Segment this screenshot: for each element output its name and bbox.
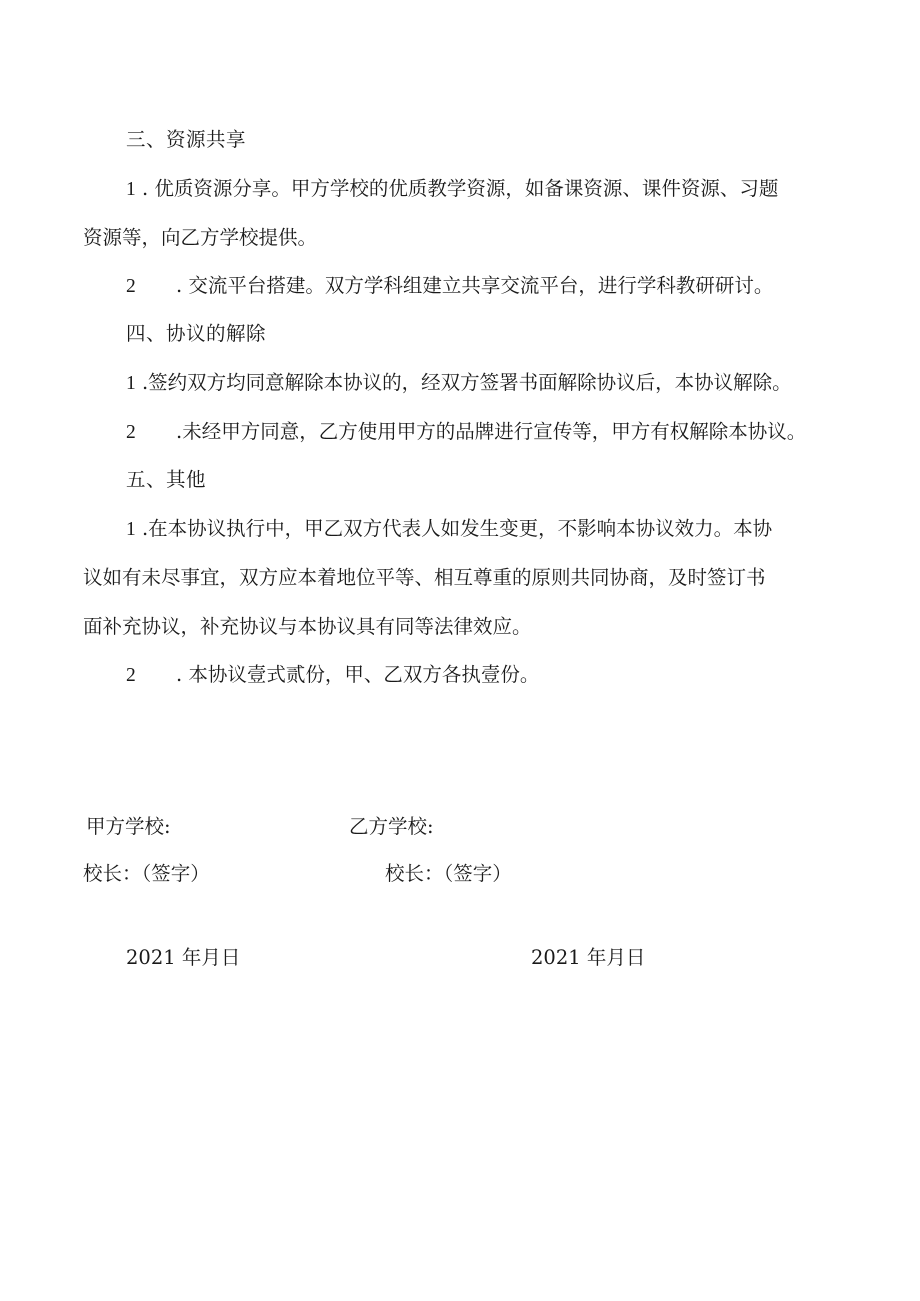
s3-item2 <box>126 273 773 300</box>
s3-item1-text: . 优质资源分享。甲方学校的优质教学资源，如备课资源、课件资源、习题 <box>141 177 779 200</box>
s3-item1-line1 <box>126 176 778 203</box>
s4-item1-number: 1 <box>126 373 136 394</box>
s4-item2 <box>126 419 806 446</box>
s3-item2-number: 2 <box>126 276 136 297</box>
section-heading-termination: 四、协议的解除 <box>126 322 267 345</box>
s5-item1-line2: 议如有未尽事宜，双方应本着地位平等、相互尊重的原则共同协商，及时签订书 <box>83 566 766 589</box>
party-b-date: 2021 年月日 <box>531 946 646 969</box>
s4-item2-number: 2 <box>126 422 136 443</box>
s3-item1-number: 1 <box>126 179 136 200</box>
party-b-principal-signature: 校长：（签字） <box>385 862 512 885</box>
s4-item2-text: .未经甲方同意，乙方使用甲方的品牌进行宣传等，甲方有权解除本协议。 <box>176 420 807 443</box>
party-b-school-label: 乙方学校: <box>349 815 434 838</box>
s5-item1-text: .在本协议执行中，甲乙双方代表人如发生变更，不影响本协议效力。本协 <box>141 517 773 540</box>
section-heading-resource-sharing: 三、资源共享 <box>126 128 247 151</box>
party-a-principal-signature: 校长：（签字） <box>83 862 210 885</box>
s5-item1-number: 1 <box>126 519 136 540</box>
s3-item2-text: . 交流平台搭建。双方学科组建立共享交流平台，进行学科教研研讨。 <box>176 274 774 297</box>
party-a-school-label: 甲方学校: <box>86 815 171 838</box>
party-a-date: 2021 年月日 <box>126 946 241 969</box>
s5-item2 <box>126 662 539 689</box>
s5-item1-line3: 面补充协议，补充协议与本协议具有同等法律效应。 <box>83 615 532 638</box>
s4-item1-text: .签约双方均同意解除本协议的，经双方签署书面解除协议后，本协议解除。 <box>141 371 792 394</box>
s4-item1 <box>126 370 792 397</box>
section-heading-other: 五、其他 <box>126 468 207 491</box>
s5-item2-text: . 本协议壹式贰份，甲、乙双方各执壹份。 <box>176 663 540 686</box>
s5-item2-number: 2 <box>126 665 136 686</box>
s5-item1-line1 <box>126 516 772 543</box>
s3-item1-line2: 资源等，向乙方学校提供。 <box>83 226 318 249</box>
